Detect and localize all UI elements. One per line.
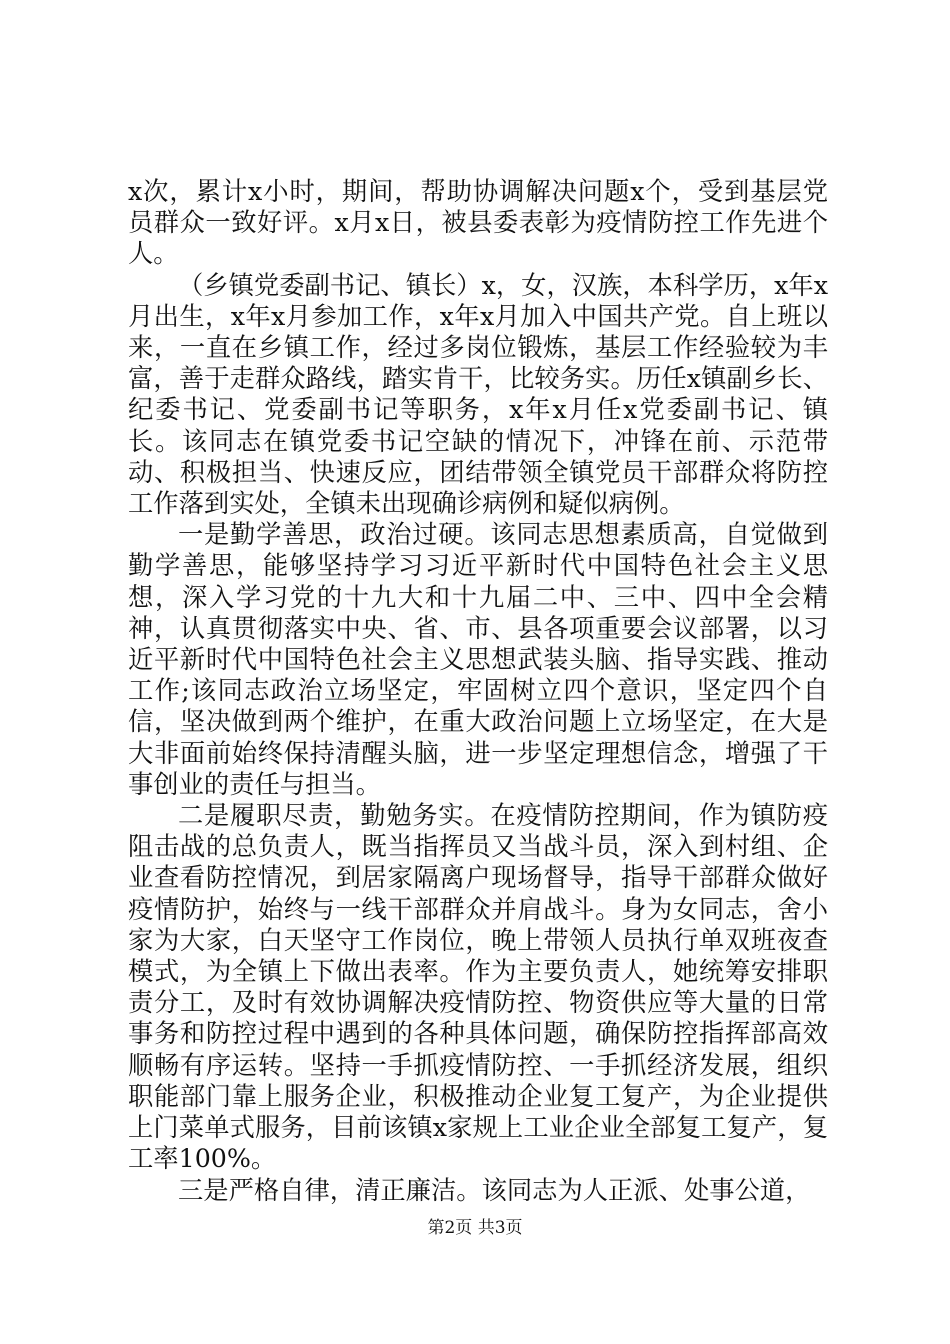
paragraph-4: 二是履职尽责，勤勉务实。在疫情防控期间，作为镇防疫阻击战的总负责人，既当指挥员又当战斗员，深入到村组、企业查看防控情况，到居家隔离户现场督导，指导干部群众做好疫情防护，始终与一线干部群众并肩战斗。身为女同志，舍小家为大家，白天坚守工作岗位，晚上带领人员执行单双班夜查模式，为全镇上下做出表率。作为主要负责人，她统筹安排职责分工，及时有效协调解决疫情防控、物资供应等大量的日常事务和防控过程中遇到的各种具体问题，确保防控指挥部高效顺畅有序运转。坚持一手抓疫情防控、一手抓经济发展，组织职能部门靠上服务企业，积极推动企业复工复产，为企业提供上门菜单式服务，目前该镇x家规上工业企业全部复工复产，复工率100%。 [128,801,828,1174]
paragraph-5: 三是严格自律，清正廉洁。该同志为人正派、处事公道， [178,1175,811,1205]
paragraph-3: 一是勤学善思，政治过硬。该同志思想素质高，自觉做到勤学善思，能够坚持学习习近平新时代中国特色社会主义思想，深入学习党的十九大和十九届二中、三中、四中全会精神，认真贯彻落实中央、省、市、县各项重要会议部署，以习近平新时代中国特色社会主义思想武装头脑、指导实践、推动工作;该同志政治立场坚定，牢固树立四个意识，坚定四个自信，坚决做到两个维护，在重大政治问题上立场坚定，在大是大非面前始终保持清醒头脑，进一步坚定理想信念，增强了干事创业的责任与担当。 [128,520,828,799]
document-body [128,176,828,1206]
paragraph-2: （乡镇党委副书记、镇长）x，女，汉族，本科学历，x年x月出生，x年x月参加工作，x年x月加入中国共产党。自上班以来，一直在乡镇工作，经过多岗位锻炼，基层工作经验较为丰富，善于走群众路线，踏实肯干，比较务实。历任x镇副乡长、纪委书记、党委副书记等职务，x年x月任x党委副书记、镇长。该同志在镇党委书记空缺的情况下，冲锋在前、示范带动、积极担当、快速反应，团结带领全镇党员干部群众将防控工作落到实处，全镇未出现确诊病例和疑似病例。 [128,270,828,519]
paragraph-1: x次，累计x小时，期间，帮助协调解决问题x个，受到基层党员群众一致好评。x月x日，被县委表彰为疫情防控工作先进个人。 [128,177,828,269]
page-footer: 第2页 共3页 [427,1218,523,1238]
